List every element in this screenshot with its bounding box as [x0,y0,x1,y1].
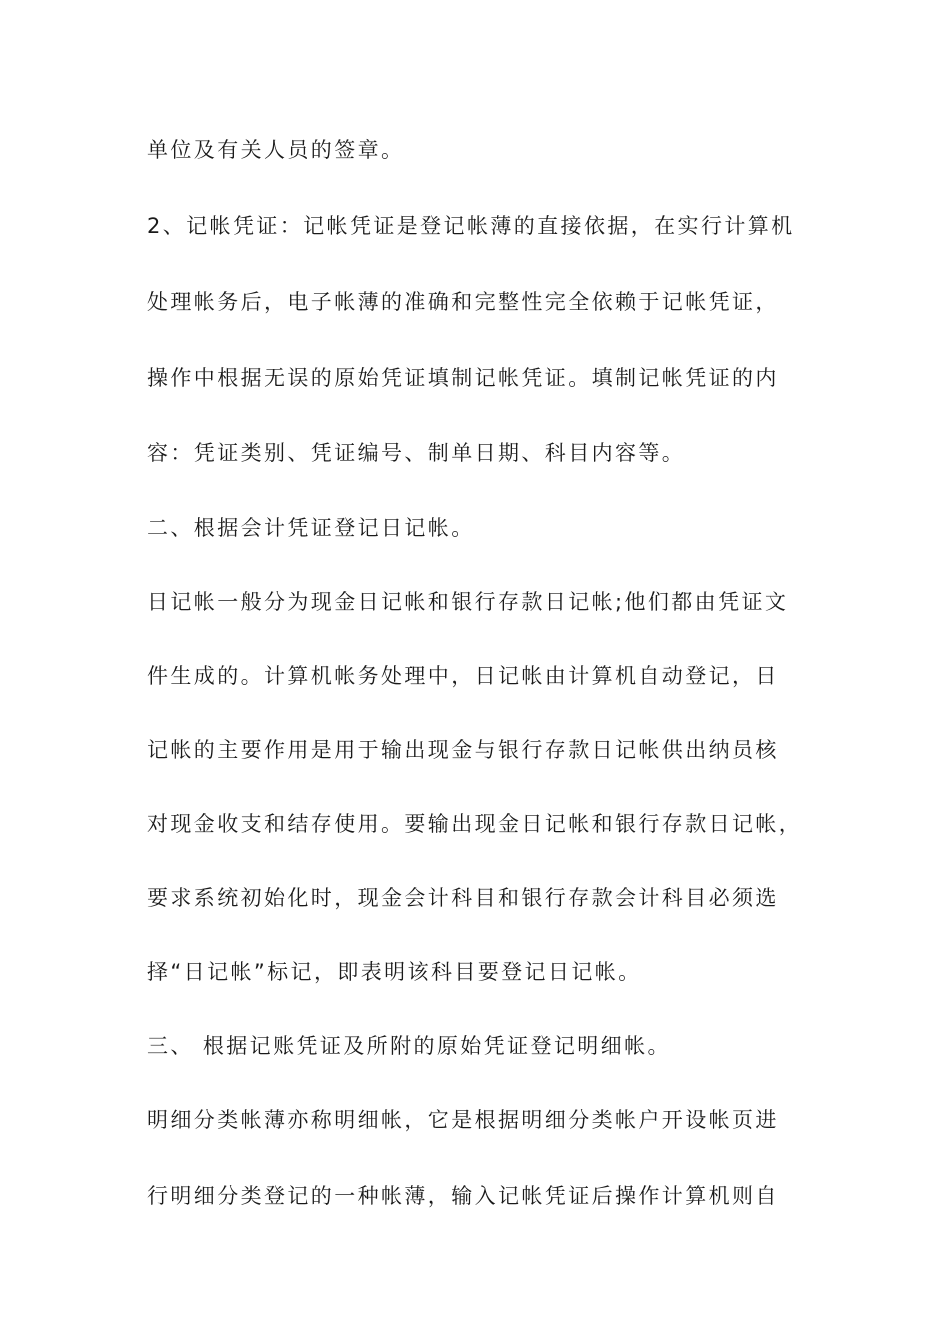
text-line: 记帐的主要作用是用于输出现金与银行存款日记帐供出纳员核 [147,738,779,762]
text-line: 操作中根据无误的原始凭证填制记帐凭证。填制记帐凭证的内 [147,366,779,390]
text-line: 对现金收支和结存使用。要输出现金日记帐和银行存款日记帐， [147,812,803,836]
text-line: 处理帐务后，电子帐薄的准确和完整性完全依赖于记帐凭证， [147,290,779,314]
text-line: 明细分类帐薄亦称明细帐，它是根据明细分类帐户开设帐页进 [147,1108,779,1132]
text-line: 容：凭证类别、凭证编号、制单日期、科目内容等。 [147,441,686,465]
text-line: 2、记帐凭证：记帐凭证是登记帐薄的直接依据，在实行计算机 [147,214,795,238]
text-line: 件生成的。计算机帐务处理中，日记帐由计算机自动登记，日 [147,664,779,688]
section-heading: 三、 根据记账凭证及所附的原始凭证登记明细帐。 [147,1034,671,1058]
text-line: 择“日记帐”标记，即表明该科目要登记日记帐。 [147,960,642,984]
text-line: 日记帐一般分为现金日记帐和银行存款日记帐;他们都由凭证文 [147,590,789,614]
section-heading: 二、根据会计凭证登记日记帐。 [147,516,475,540]
text-line: 行明细分类登记的一种帐薄，输入记帐凭证后操作计算机则自 [147,1184,779,1208]
text-line: 要求系统初始化时，现金会计科目和银行存款会计科目必须选 [147,886,779,910]
text-line: 单位及有关人员的签章。 [147,138,405,162]
